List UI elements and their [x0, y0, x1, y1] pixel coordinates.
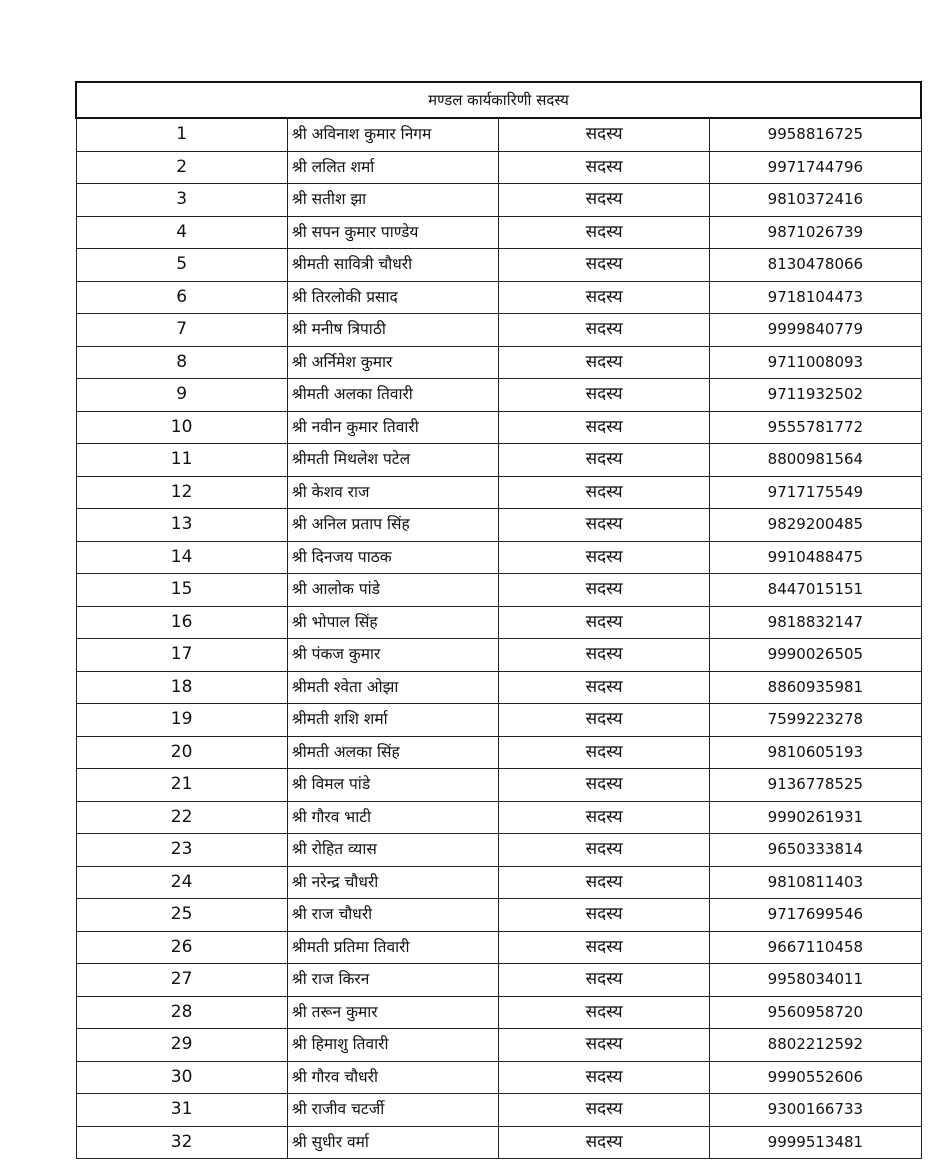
- member-phone-cell: 9829200485: [710, 509, 921, 542]
- member-role-cell: सदस्य: [499, 931, 710, 964]
- table-row: [76, 834, 921, 867]
- member-role-cell: सदस्य: [499, 704, 710, 737]
- member-name-cell: श्री गौरव चौधरी: [287, 1061, 498, 1094]
- member-name-cell: श्री विमल पांडे: [287, 769, 498, 802]
- serial-number-cell: 21: [76, 769, 287, 802]
- member-phone-cell: 9560958720: [710, 996, 921, 1029]
- table-row: [76, 444, 921, 477]
- member-list-sheet: [75, 81, 922, 1159]
- member-role-cell: सदस्य: [499, 769, 710, 802]
- members-table-body: [76, 82, 921, 1159]
- member-role-cell: सदस्य: [499, 1029, 710, 1062]
- table-row: [76, 736, 921, 769]
- member-name-cell: श्री सतीश झा: [287, 184, 498, 217]
- member-name-cell: श्री नरेन्द्र चौधरी: [287, 866, 498, 899]
- member-name-cell: श्री नवीन कुमार तिवारी: [287, 411, 498, 444]
- member-phone-cell: 9958816725: [710, 118, 921, 151]
- member-name-cell: श्री हिमाशु तिवारी: [287, 1029, 498, 1062]
- member-phone-cell: 9818832147: [710, 606, 921, 639]
- table-row: [76, 964, 921, 997]
- member-phone-cell: 9990026505: [710, 639, 921, 672]
- member-name-cell: श्री ललित शर्मा: [287, 151, 498, 184]
- member-role-cell: सदस्य: [499, 184, 710, 217]
- member-name-cell: श्री पंकज कुमार: [287, 639, 498, 672]
- member-name-cell: श्री सपन कुमार पाण्डेय: [287, 216, 498, 249]
- member-phone-cell: 9810605193: [710, 736, 921, 769]
- member-name-cell: श्री गौरव भाटी: [287, 801, 498, 834]
- member-phone-cell: 9717699546: [710, 899, 921, 932]
- member-role-cell: सदस्य: [499, 671, 710, 704]
- serial-number-cell: 12: [76, 476, 287, 509]
- member-name-cell: श्री सुधीर वर्मा: [287, 1126, 498, 1159]
- member-name-cell: श्री भोपाल सिंह: [287, 606, 498, 639]
- member-role-cell: सदस्य: [499, 1126, 710, 1159]
- serial-number-cell: 3: [76, 184, 287, 217]
- table-row: [76, 476, 921, 509]
- table-row: [76, 671, 921, 704]
- table-row: [76, 606, 921, 639]
- table-row: [76, 281, 921, 314]
- serial-number-cell: 24: [76, 866, 287, 899]
- member-role-cell: सदस्य: [499, 476, 710, 509]
- member-name-cell: श्रीमती अलका सिंह: [287, 736, 498, 769]
- member-name-cell: श्रीमती सावित्री चौधरी: [287, 249, 498, 282]
- member-phone-cell: 9555781772: [710, 411, 921, 444]
- serial-number-cell: 9: [76, 379, 287, 412]
- serial-number-cell: 14: [76, 541, 287, 574]
- serial-number-cell: 17: [76, 639, 287, 672]
- serial-number-cell: 8: [76, 346, 287, 379]
- serial-number-cell: 7: [76, 314, 287, 347]
- member-phone-cell: 9300166733: [710, 1094, 921, 1127]
- member-role-cell: सदस्य: [499, 281, 710, 314]
- members-table: [75, 81, 922, 1159]
- member-name-cell: श्री तरून कुमार: [287, 996, 498, 1029]
- member-role-cell: सदस्य: [499, 314, 710, 347]
- table-row: [76, 411, 921, 444]
- table-row: [76, 151, 921, 184]
- member-phone-cell: 9650333814: [710, 834, 921, 867]
- member-name-cell: श्रीमती अलका तिवारी: [287, 379, 498, 412]
- member-name-cell: श्रीमती मिथलेश पटेल: [287, 444, 498, 477]
- member-role-cell: सदस्य: [499, 834, 710, 867]
- serial-number-cell: 32: [76, 1126, 287, 1159]
- table-row: [76, 639, 921, 672]
- table-row: [76, 574, 921, 607]
- table-row: [76, 184, 921, 217]
- member-phone-cell: 9910488475: [710, 541, 921, 574]
- table-row: [76, 314, 921, 347]
- member-role-cell: सदस्य: [499, 1061, 710, 1094]
- member-role-cell: सदस्य: [499, 736, 710, 769]
- table-row: [76, 1061, 921, 1094]
- serial-number-cell: 18: [76, 671, 287, 704]
- member-name-cell: श्री रोहित व्यास: [287, 834, 498, 867]
- serial-number-cell: 27: [76, 964, 287, 997]
- serial-number-cell: 11: [76, 444, 287, 477]
- member-role-cell: सदस्य: [499, 606, 710, 639]
- table-row: [76, 118, 921, 151]
- member-phone-cell: 9810372416: [710, 184, 921, 217]
- serial-number-cell: 28: [76, 996, 287, 1029]
- table-row: [76, 996, 921, 1029]
- member-phone-cell: 8860935981: [710, 671, 921, 704]
- member-name-cell: श्री अनिल प्रताप सिंह: [287, 509, 498, 542]
- table-row: [76, 704, 921, 737]
- table-row: [76, 1126, 921, 1159]
- table-row: [76, 216, 921, 249]
- member-name-cell: श्री मनीष त्रिपाठी: [287, 314, 498, 347]
- serial-number-cell: 19: [76, 704, 287, 737]
- member-role-cell: सदस्य: [499, 249, 710, 282]
- member-phone-cell: 9711008093: [710, 346, 921, 379]
- table-title: मण्डल कार्यकारिणी सदस्य: [76, 82, 921, 118]
- member-role-cell: सदस्य: [499, 118, 710, 151]
- member-phone-cell: 9999513481: [710, 1126, 921, 1159]
- member-phone-cell: 8802212592: [710, 1029, 921, 1062]
- table-row: [76, 1029, 921, 1062]
- serial-number-cell: 26: [76, 931, 287, 964]
- table-row: [76, 541, 921, 574]
- serial-number-cell: 29: [76, 1029, 287, 1062]
- serial-number-cell: 20: [76, 736, 287, 769]
- table-row: [76, 379, 921, 412]
- member-name-cell: श्री तिरलोकी प्रसाद: [287, 281, 498, 314]
- serial-number-cell: 4: [76, 216, 287, 249]
- member-role-cell: सदस्य: [499, 1094, 710, 1127]
- member-role-cell: सदस्य: [499, 996, 710, 1029]
- member-phone-cell: 9971744796: [710, 151, 921, 184]
- serial-number-cell: 30: [76, 1061, 287, 1094]
- serial-number-cell: 31: [76, 1094, 287, 1127]
- member-phone-cell: 8130478066: [710, 249, 921, 282]
- serial-number-cell: 25: [76, 899, 287, 932]
- table-title-row: [76, 82, 921, 118]
- serial-number-cell: 10: [76, 411, 287, 444]
- member-role-cell: सदस्य: [499, 866, 710, 899]
- serial-number-cell: 23: [76, 834, 287, 867]
- member-name-cell: श्री केशव राज: [287, 476, 498, 509]
- member-role-cell: सदस्य: [499, 899, 710, 932]
- member-role-cell: सदस्य: [499, 801, 710, 834]
- table-row: [76, 866, 921, 899]
- table-row: [76, 509, 921, 542]
- serial-number-cell: 13: [76, 509, 287, 542]
- table-row: [76, 899, 921, 932]
- member-name-cell: श्रीमती शशि शर्मा: [287, 704, 498, 737]
- table-row: [76, 769, 921, 802]
- member-name-cell: श्री दिनजय पाठक: [287, 541, 498, 574]
- member-phone-cell: 9810811403: [710, 866, 921, 899]
- member-phone-cell: 9717175549: [710, 476, 921, 509]
- member-phone-cell: 8447015151: [710, 574, 921, 607]
- serial-number-cell: 15: [76, 574, 287, 607]
- table-row: [76, 346, 921, 379]
- member-name-cell: श्री राज किरन: [287, 964, 498, 997]
- serial-number-cell: 1: [76, 118, 287, 151]
- member-name-cell: श्री अर्निमेश कुमार: [287, 346, 498, 379]
- member-phone-cell: 9136778525: [710, 769, 921, 802]
- member-role-cell: सदस्य: [499, 509, 710, 542]
- member-phone-cell: 8800981564: [710, 444, 921, 477]
- member-name-cell: श्री आलोक पांडे: [287, 574, 498, 607]
- serial-number-cell: 5: [76, 249, 287, 282]
- member-name-cell: श्रीमती प्रतिमा तिवारी: [287, 931, 498, 964]
- table-row: [76, 801, 921, 834]
- table-row: [76, 931, 921, 964]
- member-phone-cell: 9958034011: [710, 964, 921, 997]
- member-name-cell: श्री राज चौधरी: [287, 899, 498, 932]
- member-role-cell: सदस्य: [499, 151, 710, 184]
- table-row: [76, 1094, 921, 1127]
- member-name-cell: श्रीमती श्वेता ओझा: [287, 671, 498, 704]
- member-phone-cell: 9999840779: [710, 314, 921, 347]
- member-role-cell: सदस्य: [499, 346, 710, 379]
- member-role-cell: सदस्य: [499, 411, 710, 444]
- member-phone-cell: 9711932502: [710, 379, 921, 412]
- member-role-cell: सदस्य: [499, 639, 710, 672]
- member-phone-cell: 9871026739: [710, 216, 921, 249]
- serial-number-cell: 2: [76, 151, 287, 184]
- member-role-cell: सदस्य: [499, 574, 710, 607]
- serial-number-cell: 16: [76, 606, 287, 639]
- serial-number-cell: 22: [76, 801, 287, 834]
- member-name-cell: श्री अविनाश कुमार निगम: [287, 118, 498, 151]
- member-phone-cell: 7599223278: [710, 704, 921, 737]
- member-phone-cell: 9667110458: [710, 931, 921, 964]
- member-role-cell: सदस्य: [499, 379, 710, 412]
- member-name-cell: श्री राजीव चटर्जी: [287, 1094, 498, 1127]
- member-role-cell: सदस्य: [499, 444, 710, 477]
- member-role-cell: सदस्य: [499, 216, 710, 249]
- member-phone-cell: 9990552606: [710, 1061, 921, 1094]
- serial-number-cell: 6: [76, 281, 287, 314]
- table-row: [76, 249, 921, 282]
- member-role-cell: सदस्य: [499, 964, 710, 997]
- member-phone-cell: 9718104473: [710, 281, 921, 314]
- member-phone-cell: 9990261931: [710, 801, 921, 834]
- member-role-cell: सदस्य: [499, 541, 710, 574]
